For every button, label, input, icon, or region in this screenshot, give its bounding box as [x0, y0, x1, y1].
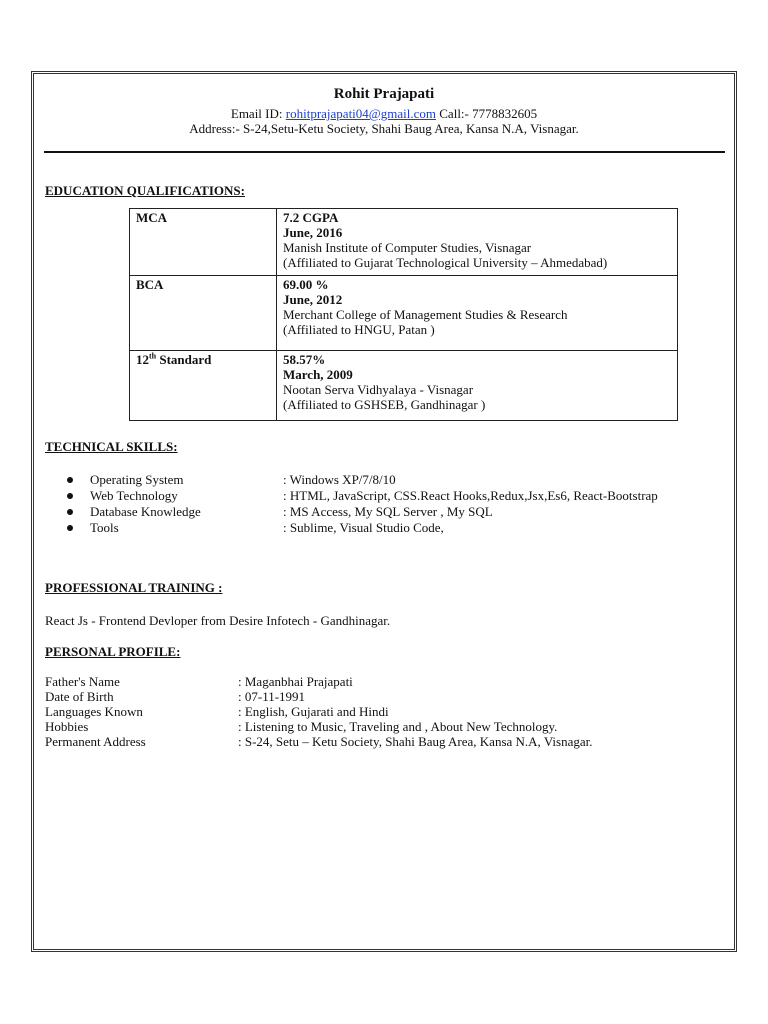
profile-value: : Maganbhai Prajapati	[238, 674, 353, 689]
degree-suffix: Standard	[156, 352, 212, 367]
degree-cell: MCA	[130, 209, 277, 276]
skills-heading: TECHNICAL SKILLS:	[45, 439, 178, 454]
institute: Manish Institute of Computer Studies, Visnagar	[283, 240, 532, 255]
date: June, 2016	[283, 225, 343, 240]
affiliation: (Affiliated to GSHSEB, Gandhinagar )	[283, 397, 486, 412]
degree-number: 12	[136, 352, 149, 367]
profile-value: : English, Gujarati and Hindi	[238, 704, 389, 719]
skill-value: : Sublime, Visual Studio Code,	[283, 520, 444, 535]
institute: Merchant College of Management Studies & Research	[283, 307, 568, 322]
score: 58.57%	[283, 352, 326, 367]
degree-cell: BCA	[130, 276, 277, 351]
skill-label: Tools	[90, 520, 119, 535]
education-row	[130, 351, 678, 421]
affiliation: (Affiliated to Gujarat Technological University – Ahmedabad)	[283, 255, 608, 270]
details-cell	[277, 276, 678, 351]
degree-cell	[130, 351, 277, 421]
email-prefix: Email ID:	[230, 106, 286, 121]
date: March, 2009	[283, 367, 353, 382]
profile-value: : 07-11-1991	[238, 689, 306, 704]
profile-label: Date of Birth	[45, 689, 114, 704]
profile-heading: PERSONAL PROFILE:	[45, 644, 181, 659]
contact-line	[0, 106, 768, 121]
education-table	[129, 208, 678, 421]
score: 7.2 CGPA	[283, 210, 339, 225]
header-divider	[44, 151, 725, 153]
details-cell	[277, 351, 678, 421]
candidate-name: Rohit Prajapati	[333, 86, 435, 102]
profile-label: Father's Name	[45, 674, 120, 689]
skill-label: Database Knowledge	[90, 504, 201, 519]
bullet-icon	[67, 509, 73, 515]
institute: Nootan Serva Vidhyalaya - Visnagar	[283, 382, 474, 397]
profile-value: : Listening to Music, Traveling and , About New Technology.	[238, 719, 558, 734]
details-cell	[277, 209, 678, 276]
profile-label: Permanent Address	[45, 734, 146, 749]
bullet-icon	[67, 525, 73, 531]
bullet-icon	[67, 477, 73, 483]
affiliation: (Affiliated to HNGU, Patan )	[283, 322, 435, 337]
education-row	[130, 209, 678, 276]
education-row	[130, 276, 678, 351]
degree-superscript: th	[149, 351, 157, 361]
bullet-icon	[67, 493, 73, 499]
profile-label: Languages Known	[45, 704, 143, 719]
training-text: React Js - Frontend Devloper from Desire Infotech - Gandhinagar.	[45, 613, 391, 628]
skill-value: : HTML, JavaScript, CSS.React Hooks,Redux,Jsx,Es6, React-Bootstrap	[283, 488, 658, 503]
education-heading: EDUCATION QUALIFICATIONS:	[45, 183, 245, 198]
skill-value: : MS Access, My SQL Server , My SQL	[283, 504, 493, 519]
address-line: Address:- S-24,Setu-Ketu Society, Shahi Baug Area, Kansa N.A, Visnagar.	[189, 121, 579, 136]
skill-label: Web Technology	[90, 488, 178, 503]
email-link[interactable]: rohitprajapati04@gmail.com	[285, 106, 437, 121]
skill-label: Operating System	[90, 472, 184, 487]
profile-label: Hobbies	[45, 719, 89, 734]
skill-value: : Windows XP/7/8/10	[283, 472, 396, 487]
date: June, 2012	[283, 292, 343, 307]
phone-text: Call:- 7778832605	[436, 106, 538, 121]
training-heading: PROFESSIONAL TRAINING :	[45, 580, 223, 595]
score: 69.00 %	[283, 277, 329, 292]
profile-value: : S-24, Setu – Ketu Society, Shahi Baug Area, Kansa N.A, Visnagar.	[238, 734, 593, 749]
